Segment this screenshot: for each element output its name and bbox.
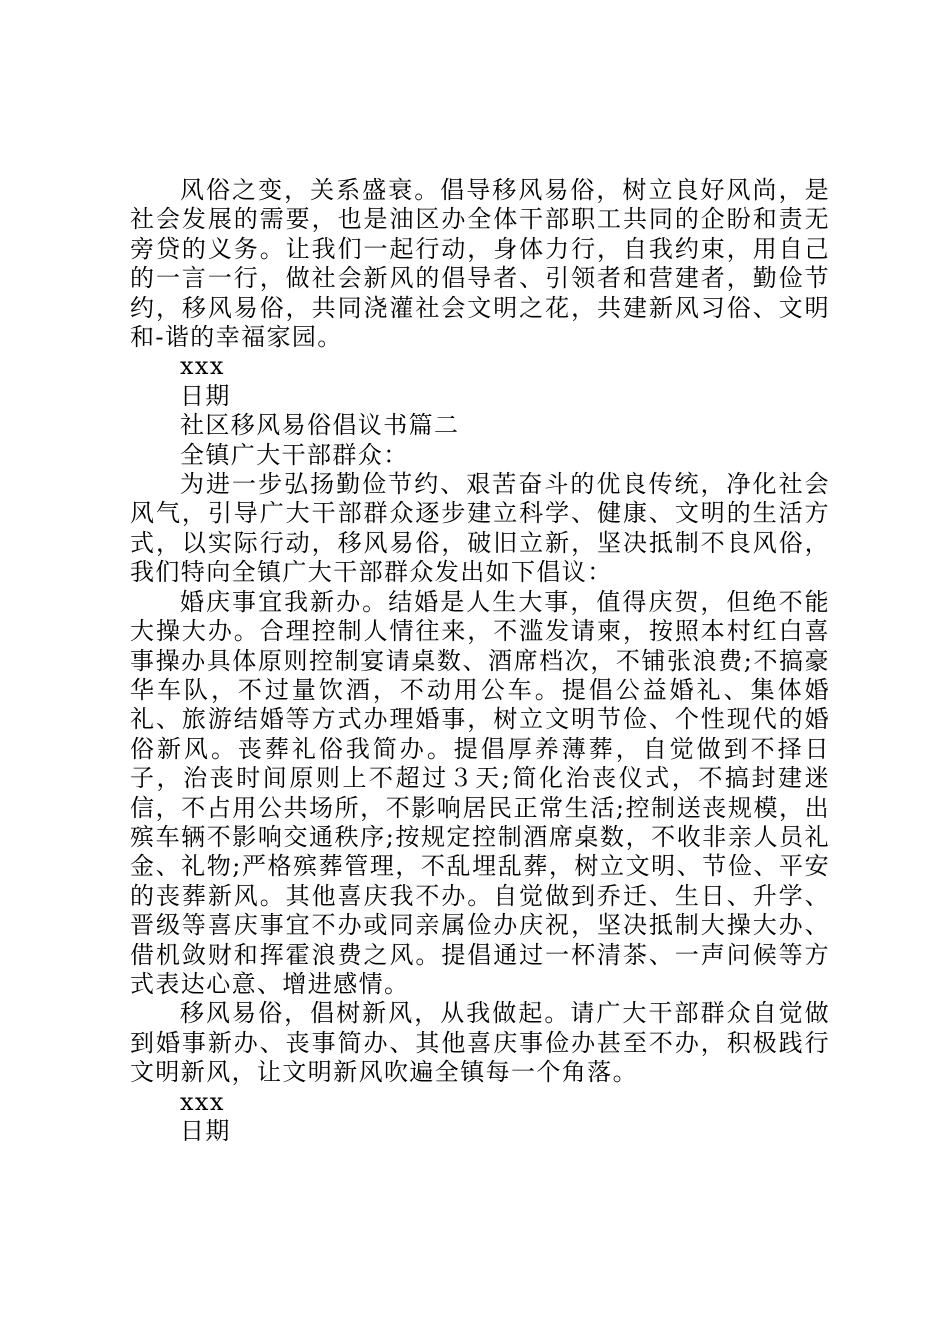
paragraph-closing-2: 移风易俗，倡树新风，从我做起。请广大干部群众自觉做到婚事新办、丧事简办、其他喜庆事俭办甚至不办，积极践行文明新风，让文明新风吹遍全镇每一个角落。 [130, 999, 830, 1087]
date-1: 日期 [180, 381, 231, 410]
paragraph-closing-1: 风俗之变，关系盛衰。倡导移风易俗，树立良好风尚，是社会发展的需要，也是油区办全体干部职工共同的企盼和责无旁贷的义务。让我们一起行动，身体力行，自我约束，用自己的一言一行，做社会新风的倡导者、引领者和营建者，勤俭节约，移风易俗，共同浇灌社会文明之花，共建新风习俗、文明和-谐的幸福家园。 [130, 176, 830, 352]
signature-2: xxx [180, 1087, 225, 1116]
signature-1: xxx [180, 352, 225, 381]
document-body [130, 176, 830, 1146]
section-title-2: 社区移风易俗倡议书篇二 [180, 411, 460, 440]
salutation: 全镇广大干部群众： [180, 440, 409, 469]
paragraph-intro: 为进一步弘扬勤俭节约、艰苦奋斗的优良传统，净化社会风气，引导广大干部群众逐步建立科学、健康、文明的生活方式，以实际行动，移风易俗，破旧立新，坚决抵制不良风俗，我们特向全镇广大干部群众发出如下倡议： [130, 470, 830, 587]
date-2: 日期 [180, 1117, 231, 1145]
paragraph-proposals: 婚庆事宜我新办。结婚是人生大事，值得庆贺，但绝不能大操大办。合理控制人情往来，不滥发请柬，按照本村红白喜事操办具体原则控制宴请桌数、酒席档次，不铺张浪费;不搞豪华车队，不过量饮酒，不动用公车。提倡公益婚礼、集体婚礼、旅游结婚等方式办理婚事，树立文明节俭、个性现代的婚俗新风。丧葬礼俗我简办。提倡厚养薄葬，自觉做到不择日子，治丧时间原则上不超过３天;简化治丧仪式，不搞封建迷信，不占用公共场所，不影响居民正常生活;控制送丧规模，出殡车辆不影响交通秩序;按规定控制酒席桌数，不收非亲人员礼金、礼物;严格殡葬管理，不乱埋乱葬，树立文明、节俭、平安的丧葬新风。其他喜庆我不办。自觉做到乔迁、生日、升学、晋级等喜庆事宜不办或同亲属俭办庆祝，坚决抵制大操大办、借机敛财和挥霍浪费之风。提倡通过一杯清茶、一声问候等方式表达心意、增进感情。 [130, 587, 830, 998]
